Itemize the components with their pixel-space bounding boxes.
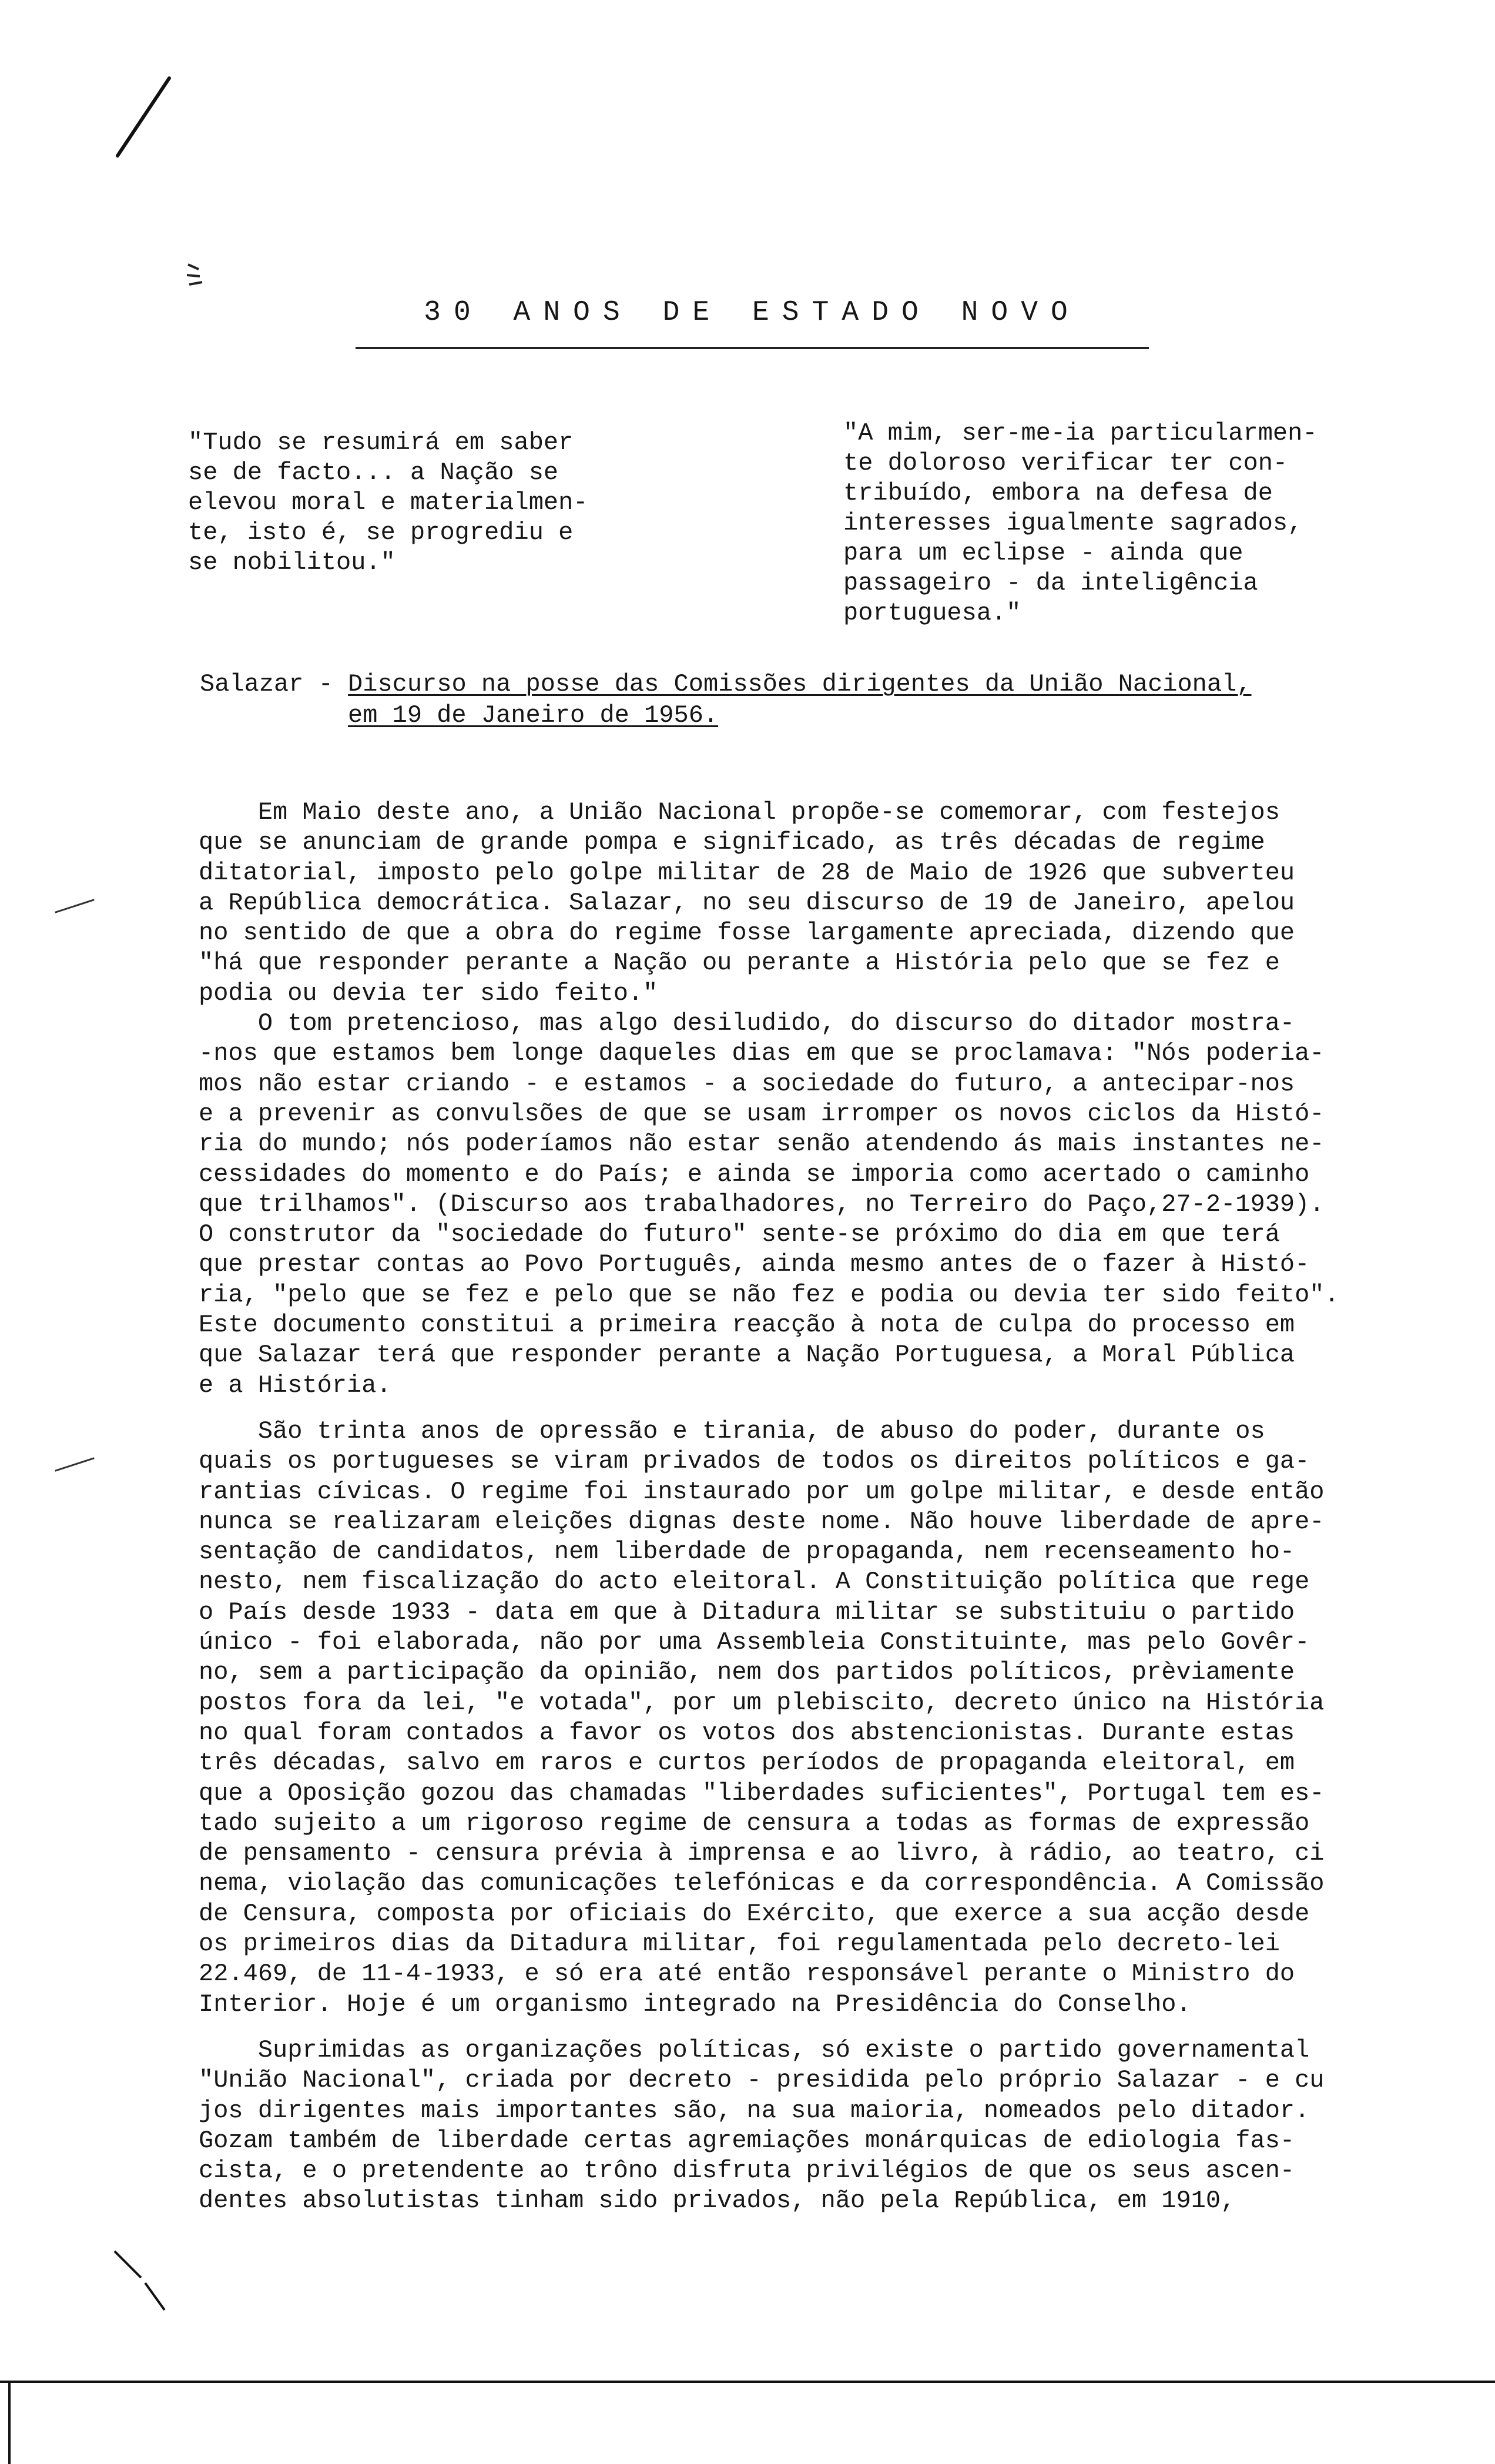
text-line: tado sujeito a um rigoroso regime de censura a todas as formas de expressão [199,1809,1310,1837]
text-line: quais os portugueses se viram privados de todos os direitos políticos e ga- [199,1447,1310,1476]
hole-punch-mark [182,259,217,294]
text-line: de pensamento - censura prévia à imprensa e ao livro, à rádio, ao teatro, ci [199,1839,1325,1868]
text-line: Este documento constitui a primeira reacção à nota de culpa do processo em [199,1311,1295,1340]
text-line: e a prevenir as convulsões de que se usam irromper os novos ciclos da Histó- [199,1099,1325,1128]
text-line: Em Maio deste ano, a União Nacional propõe-se comemorar, com festejos [199,798,1280,826]
source-speech: Discurso na posse das Comissões dirigentes da União Nacional, [348,670,1252,698]
text-line: ria, "pelo que se fez e pelo que se não fez e podia ou devia ter sido feito". [199,1280,1339,1309]
text-line: no, sem a participação da opinião, nem dos partidos políticos, prèviamente [199,1658,1295,1687]
text-line: os primeiros dias da Ditadura militar, foi regulamentada pelo decreto-lei [199,1930,1280,1959]
source-author: Salazar - [200,670,348,698]
text-line: que se anunciam de grande pompa e significado, as três décadas de regime [199,828,1265,857]
page-frame-line [8,2381,11,2464]
text-line: mos não estar criando - e estamos - a sociedade do futuro, a antecipar-nos [199,1069,1295,1098]
text-line: no qual foram contados a favor os votos dos abstencionistas. Durante estas [199,1718,1295,1747]
margin-mark [55,1457,95,1471]
pen-stroke-mark [100,73,182,162]
text-line: que Salazar terá que responder perante a Nação Portuguesa, a Moral Pública [199,1341,1295,1370]
text-line: Interior. Hoje é um organismo integrado na Presidência do Conselho. [199,1990,1191,2018]
paragraph-3 [199,2036,1439,2217]
text-line: ria do mundo; nós poderíamos não estar senão atendendo ás mais instantes ne- [199,1130,1325,1159]
title-underline [356,347,1149,349]
text-line: cessidades do momento e do País; e ainda se imporia como acertado o caminho [199,1160,1310,1189]
source-date: em 19 de Janeiro de 1956. [348,701,719,729]
quote-source [200,669,1252,731]
text-line: Gozam também de liberdade certas agremiações monárquicas de ediologia fas- [199,2126,1295,2155]
text-line: único - foi elaborada, não por uma Assembleia Constituinte, mas pelo Govêr- [199,1628,1310,1657]
text-line: no sentido de que a obra do regime fosse largamente apreciada, dizendo que [199,919,1295,948]
text-line: de Censura, composta por oficiais do Exército, que exerce a sua acção desde [199,1899,1310,1928]
text-line: -nos que estamos bem longe daqueles dias em que se proclamava: "Nós poderia- [199,1039,1325,1068]
text-line: São trinta anos de opressão e tirania, de abuso do poder, durante os [199,1417,1265,1445]
text-line: que prestar contas ao Povo Português, ainda mesmo antes de o fazer à Histó- [199,1250,1310,1279]
text-line: jos dirigentes mais importantes são, na sua maioria, nomeados pelo ditador. [199,2096,1310,2125]
text-line: 22.469, de 11-4-1933, e só era até então responsável perante o Ministro do [199,1960,1295,1988]
text-line: ditatorial, imposto pelo golpe militar de 28 de Maio de 1926 que subverteu [199,858,1295,887]
text-line: "há que responder perante a Nação ou perante a História pelo que se fez e [199,949,1280,977]
text-line: postos fora da lei, "e votada", por um plebiscito, decreto único na História [199,1688,1325,1717]
text-line: sentação de candidatos, nem liberdade de propaganda, nem recenseamento ho- [199,1538,1295,1566]
text-line: a República democrática. Salazar, no seu discurso de 19 de Janeiro, apelou [199,888,1295,917]
text-line: rantias cívicas. O regime foi instaurado por um golpe militar, e desde então [199,1477,1325,1506]
text-line: três décadas, salvo em raros e curtos períodos de propaganda eleitoral, em [199,1749,1295,1777]
text-line: e a História. [199,1371,391,1400]
paragraph-1 [199,798,1439,1401]
document-title: 30 ANOS DE ESTADO NOVO [424,297,1081,329]
text-line: O tom pretencioso, mas algo desiludido, do discurso do ditador mostra- [199,1009,1295,1038]
text-line: o País desde 1933 - data em que à Ditadura militar se substituiu o partido [199,1598,1295,1626]
text-line: nesto, nem fiscalização do acto eleitoral. A Constituição política que rege [199,1568,1310,1596]
text-line: Suprimidas as organizações políticas, só existe o partido governamental [199,2036,1310,2064]
epigraph-quote-left: "Tudo se resumirá em saber se de facto... a Nação se elevou moral e materialmen- te, isto é, se progrediu e se nobilitou." [188,428,588,577]
text-line: O construtor da "sociedade do futuro" sente-se próximo do dia em que terá [199,1220,1280,1249]
text-line: que trilhamos". (Discurso aos trabalhadores, no Terreiro do Paço,27-2-1939). [199,1190,1325,1218]
margin-mark [55,899,95,913]
text-line: nunca se realizaram eleições dignas deste nome. Não houve liberdade de apre- [199,1507,1325,1536]
text-line: "União Nacional", criada por decreto - presidida pelo próprio Salazar - e cu [199,2066,1325,2095]
text-line: que a Oposição gozou das chamadas "liberdades suficientes", Portugal tem es- [199,1779,1325,1807]
page-frame-line [0,2381,1495,2383]
margin-tick-mark [109,2245,173,2316]
text-line: podia ou devia ter sido feito." [199,979,658,1007]
text-line: nema, violação das comunicações telefónicas e da correspondência. A Comissão [199,1869,1325,1898]
paragraph-2 [199,1417,1439,2020]
epigraph-quote-right: "A mim, ser-me-ia particularmen- te doloroso verificar ter con- tribuído, embora na defesa de interesses igualmente sagrados, para um eclipse - ainda que passageiro - da inteligência portuguesa." [843,419,1318,627]
text-line: cista, e o pretendente ao trôno disfruta privilégios de que os seus ascen- [199,2157,1295,2185]
text-line: dentes absolutistas tinham sido privados, não pela República, em 1910, [199,2187,1236,2215]
